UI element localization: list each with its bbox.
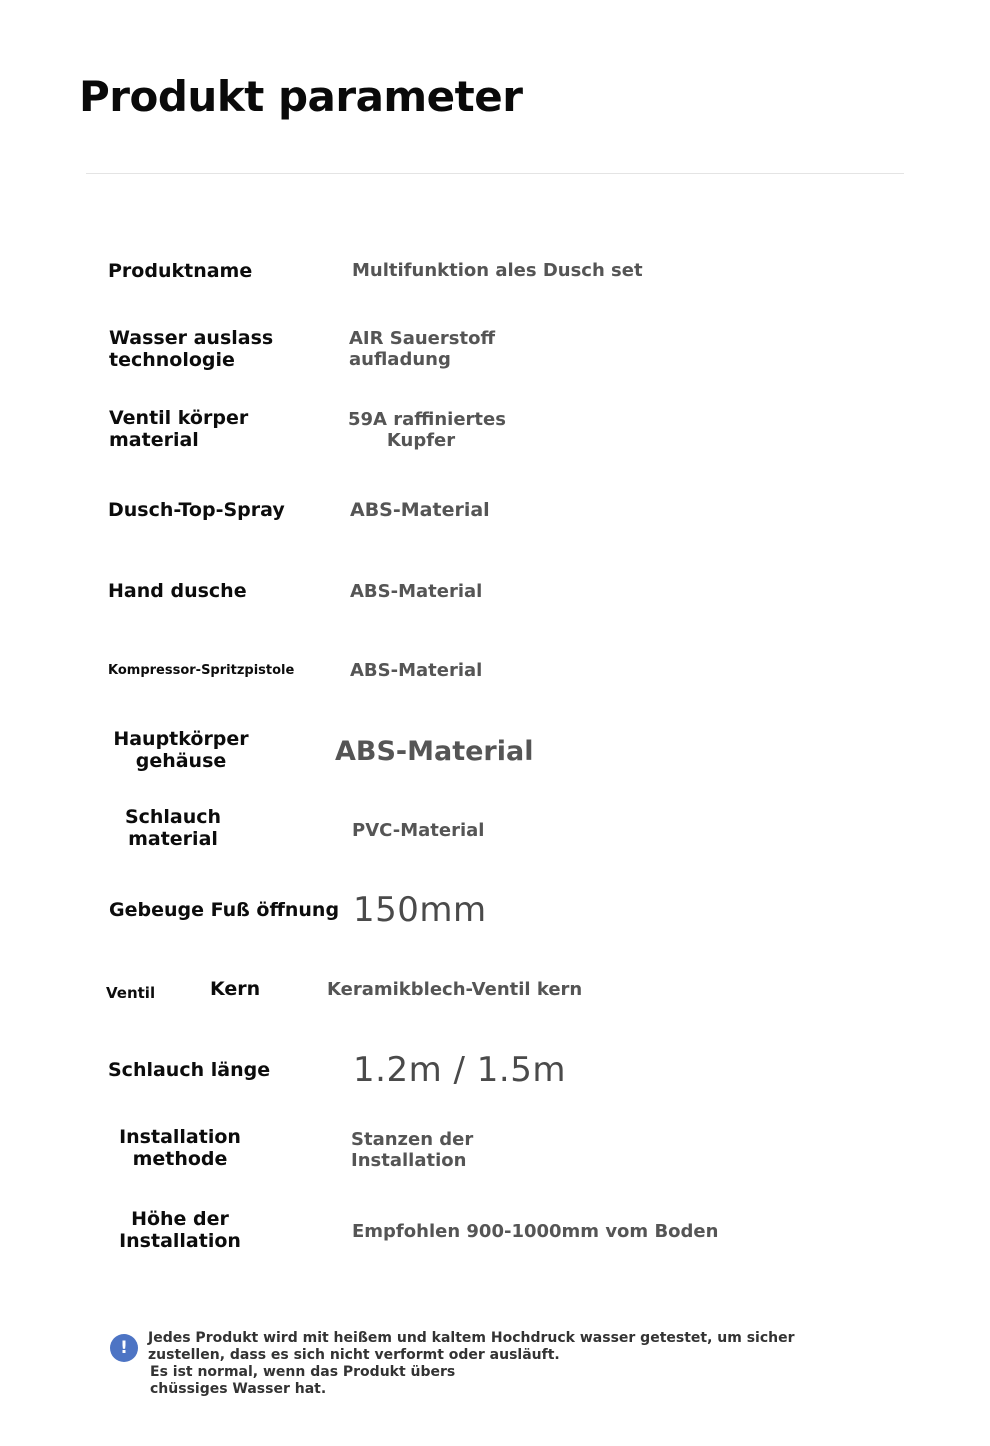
note-line: zustellen, dass es sich nicht verformt oder ausläuft. (148, 1347, 560, 1363)
value-line: 59A raffiniertes (348, 409, 506, 430)
value-hand-dusche: ABS-Material (350, 581, 483, 602)
label-line: Installation (119, 1229, 241, 1252)
label-ventil-part: Ventil (106, 984, 156, 1002)
value-line: AIR Sauerstoff (349, 328, 496, 349)
value-wasser-auslass (349, 329, 495, 370)
note-line: Jedes Produkt wird mit heißem und kaltem Hochdruck wasser getestet, um sicher (148, 1330, 795, 1346)
label-line: methode (132, 1147, 228, 1170)
label-ventil-koerper (109, 408, 248, 452)
label-line: Schlauch (124, 806, 222, 828)
value-hauptkoerper: ABS-Material (335, 736, 534, 767)
label-kompressor: Kompressor-Spritzpistole (108, 663, 295, 678)
page-title: Produkt parameter (79, 72, 523, 121)
value-schlauch-laenge: 1.2m / 1.5m (353, 1050, 566, 1090)
value-ventil-koerper (348, 409, 506, 451)
value-line: Installation (351, 1149, 467, 1171)
label-line: material (128, 827, 218, 850)
value-ventil-kern: Keramikblech-Ventil kern (327, 979, 583, 1000)
value-kompressor: ABS-Material (350, 660, 483, 681)
label-line: technologie (109, 348, 235, 371)
note-text (148, 1330, 795, 1398)
label-hoehe (113, 1209, 247, 1253)
label-wasser-auslass (109, 328, 273, 372)
label-schlauch-material (113, 807, 233, 851)
label-line: Wasser auslass (109, 327, 274, 349)
note-line: chüssiges Wasser hat. (150, 1381, 327, 1397)
label-kern-part: Kern (210, 978, 261, 1000)
title-divider (86, 173, 904, 174)
label-hand-dusche: Hand dusche (108, 580, 247, 602)
label-dusch-top-spray: Dusch-Top-Spray (108, 499, 285, 521)
note-line: Es ist normal, wenn das Produkt übers (150, 1364, 456, 1380)
label-line: gehäuse (135, 749, 227, 772)
label-line: Ventil körper (109, 407, 249, 429)
label-installation-methode (113, 1127, 247, 1171)
label-line: Höhe der (131, 1208, 229, 1230)
label-hauptkoerper (111, 729, 251, 773)
value-gebeuge: 150mm (353, 890, 487, 930)
value-hoehe: Empfohlen 900-1000mm vom Boden (352, 1221, 719, 1242)
value-produktname: Multifunktion ales Dusch set (352, 260, 643, 281)
value-line: Stanzen der (351, 1129, 474, 1150)
value-line: aufladung (349, 348, 451, 370)
value-dusch-top-spray: ABS-Material (350, 499, 490, 521)
label-gebeuge: Gebeuge Fuß öffnung (109, 899, 340, 921)
label-produktname: Produktname (108, 260, 253, 282)
label-line: Hauptkörper (113, 728, 249, 750)
label-line: Installation (119, 1126, 241, 1148)
info-icon: ! (110, 1334, 138, 1362)
value-schlauch-material: PVC-Material (352, 820, 485, 841)
label-schlauch-laenge: Schlauch länge (108, 1059, 271, 1081)
value-installation-methode (351, 1130, 473, 1171)
label-line: material (109, 428, 199, 451)
value-line: Kupfer (386, 429, 456, 451)
